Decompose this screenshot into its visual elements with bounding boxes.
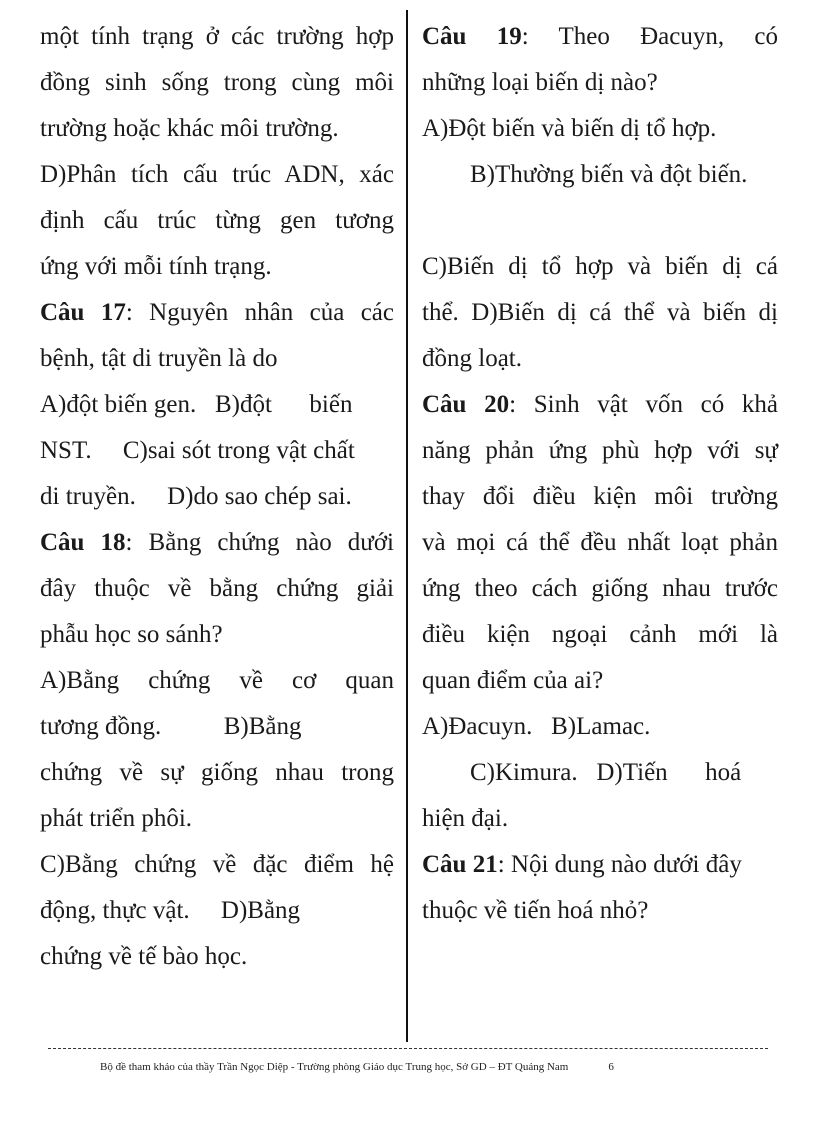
text-line: điều kiện ngoại cảnh mới là: [422, 621, 778, 648]
text-line: bệnh, tật di truyền là do: [40, 345, 278, 372]
answer-line: tương đồng. B)Bằng: [40, 713, 302, 740]
question-text: : Theo Đacuyn, có: [521, 23, 778, 50]
answer-line: C)Biến dị tổ hợp và biến dị cá: [422, 253, 778, 280]
question-text: : Sinh vật vốn có khả: [509, 391, 778, 418]
question-text: : Nội dung nào dưới đây: [497, 851, 742, 878]
answer-line: A)Đột biến và biến dị tổ hợp.: [422, 115, 717, 142]
question-label: Câu 18: [40, 529, 126, 556]
text-line: quan điểm của ai?: [422, 667, 604, 694]
question-21: [422, 842, 778, 888]
text-line: định cấu trúc từng gen tương: [40, 207, 394, 234]
question-19: [422, 14, 778, 60]
answer-line: di truyền. D)do sao chép sai.: [40, 483, 352, 510]
answer-line: C)Kimura. D)Tiến hoá: [470, 759, 742, 786]
page-number: 6: [608, 1061, 614, 1073]
footer-divider: [48, 1048, 768, 1049]
text-line: một tính trạng ở các trường hợp: [40, 23, 394, 50]
text-line: ứng theo cách giống nhau trước: [422, 575, 778, 602]
answer-line: B)Thường biến và đột biến.: [470, 161, 748, 188]
answer-line: A)Đacuyn. B)Lamac.: [422, 713, 651, 740]
text-line: năng phản ứng phù hợp với sự: [422, 437, 778, 464]
question-label: Câu 21: [422, 851, 498, 878]
text-line: trường hoặc khác môi trường.: [40, 115, 339, 142]
answer-line: hiện đại.: [422, 805, 509, 832]
text-line: đồng sinh sống trong cùng môi: [40, 69, 394, 96]
answer-line: chứng về tế bào học.: [40, 943, 248, 970]
page-footer: [100, 1060, 614, 1074]
answer-line: chứng về sự giống nhau trong: [40, 759, 394, 786]
text-line: và mọi cá thể đều nhất loạt phản: [422, 529, 778, 556]
answer-line: phát triển phôi.: [40, 805, 193, 832]
text-line: thuộc về tiến hoá nhỏ?: [422, 897, 649, 924]
question-text: : Nguyên nhân của các: [125, 299, 394, 326]
answer-line: A)Bằng chứng về cơ quan: [40, 667, 394, 694]
text-line: ứng với mỗi tính trạng.: [40, 253, 272, 280]
footer-text: Bộ đề tham khảo của thầy Trần Ngọc Diệp - Trường phòng Giáo dục Trung học, Sở GD – ĐT Quảng Nam: [100, 1061, 569, 1073]
question-text: : Bằng chứng nào dưới: [125, 529, 394, 556]
answer-line: thể. D)Biến dị cá thể và biến dị: [422, 299, 778, 326]
question-label: Câu 20: [422, 391, 510, 418]
question-label: Câu 19: [422, 23, 522, 50]
text-line: đây thuộc về bằng chứng giải: [40, 575, 394, 602]
right-column: [422, 14, 778, 934]
text-line: D)Phân tích cấu trúc ADN, xác: [40, 161, 394, 188]
question-18: [40, 520, 394, 566]
answer-line: đồng loạt.: [422, 345, 522, 372]
blank-line: [422, 198, 778, 244]
text-line: những loại biến dị nào?: [422, 69, 658, 96]
text-line: thay đổi điều kiện môi trường: [422, 483, 778, 510]
question-20: [422, 382, 778, 428]
left-column: [40, 14, 394, 980]
answer-line: NST. C)sai sót trong vật chất: [40, 437, 355, 464]
answer-line: C)Bằng chứng về đặc điểm hệ: [40, 851, 394, 878]
text-line: phẫu học so sánh?: [40, 621, 223, 648]
question-17: [40, 290, 394, 336]
answer-line: động, thực vật. D)Bằng: [40, 897, 301, 924]
question-label: Câu 17: [40, 299, 126, 326]
column-divider: [406, 10, 408, 1042]
answer-line: A)đột biến gen. B)đột biến: [40, 391, 353, 418]
